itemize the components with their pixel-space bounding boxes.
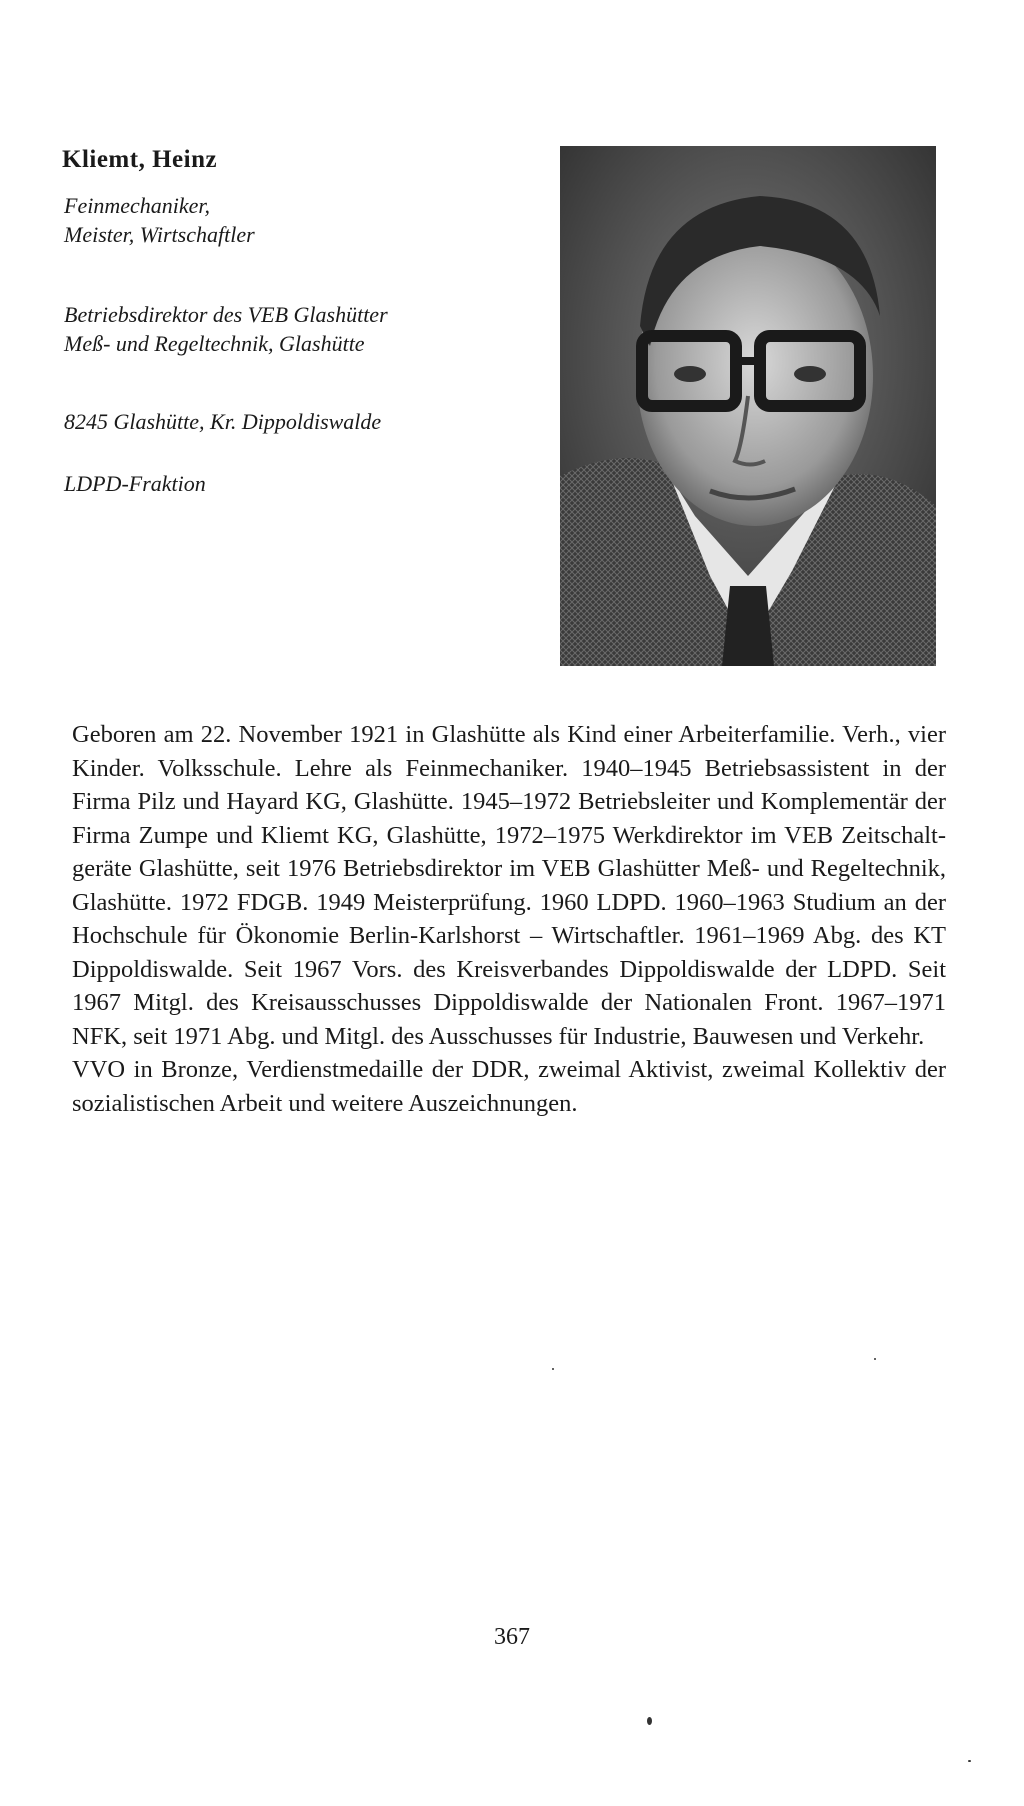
portrait-photo	[560, 146, 936, 666]
occupation-line-2: Meister, Wirtschaftler	[64, 222, 255, 247]
position	[64, 300, 388, 358]
occupation-line-1: Feinmechaniker,	[64, 193, 210, 218]
awards-paragraph: VVO in Bronze, Verdienstmedaille der DDR, zweimal Aktivist, zweimal Kollektiv der sozialistischen Arbeit und weitere Auszeichnungen.	[72, 1056, 946, 1117]
biography	[72, 718, 946, 1120]
scan-speck	[647, 1717, 652, 1725]
page-number: 367	[494, 1624, 530, 1650]
scan-speck	[552, 1368, 554, 1370]
position-line-1: Betriebsdirektor des VEB Glashütter	[64, 302, 388, 327]
biography-paragraph: Geboren am 22. November 1921 in Glashütte als Kind einer Arbeiterfamilie. Verh., vier Kinder. Volksschule. Lehre als Feinmechaniker. 1940–1945 Betriebsassistent in der Firma Pilz und Hayard KG, Glashütte. 1945–1972 Betriebsleiter und Komplementär der Firma Zumpe und Kliemt KG, Glashütte, 1972–1975 Werkdirektor im VEB Zeitschaltgeräte Glashütte, seit 1976 Betriebsdirektor im VEB Glashütter Meß- und Regeltechnik, Glashütte. 1972 FDGB. 1949 Meisterprüfung. 1960 LDPD. 1960–1963 Studium an der Hochschule für Ökonomie Berlin-Karlshorst – Wirtschaftler. 1961–1969 Abg. des KT Dippoldiswalde. Seit 1967 Vors. des Kreisverbandes Dippoldiswalde der LDPD. Seit 1967 Mitgl. des Kreisausschusses Dippoldiswalde der Nationalen Front. 1967–1971 NFK, seit 1971 Abg. und Mitgl. des Ausschusses für Industrie, Bauwesen und Verkehr.	[72, 721, 946, 1050]
entry-name: Kliemt, Heinz	[62, 146, 218, 173]
address	[64, 407, 381, 436]
occupation	[64, 191, 255, 249]
address-line: 8245 Glashütte, Kr. Dippoldiswalde	[64, 409, 382, 434]
scan-speck	[968, 1760, 971, 1762]
position-line-2: Meß- und Regeltechnik, Glashütte	[64, 331, 365, 356]
faction	[64, 469, 206, 498]
faction-label: LDPD-Fraktion	[64, 471, 206, 496]
scan-speck	[874, 1358, 876, 1360]
